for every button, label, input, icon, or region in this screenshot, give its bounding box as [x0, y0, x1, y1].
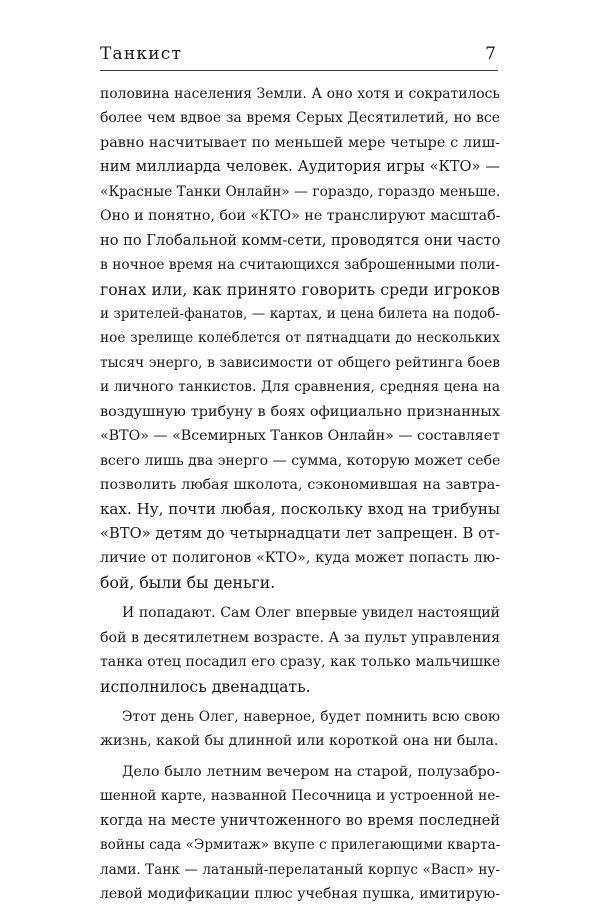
text-line: бой, были бы деньги. — [100, 572, 276, 592]
text-line: «Красные Танки Онлайн» — гораздо, гораздо меньше. — [100, 183, 500, 200]
body-text — [100, 82, 500, 906]
running-header — [100, 44, 498, 71]
text-line: позволить любая школота, сэкономившая на завтра- — [100, 477, 500, 493]
text-line: всего лишь два энерго — сумма, которую может себе — [100, 452, 500, 469]
text-line: но по Глобальной комм-сети, проводятся они часто — [100, 231, 500, 249]
text-line: танка отец посадил его сразу, как только мальчишке — [100, 654, 500, 671]
text-line: жизнь, какой бы длинной или короткой она ни была. — [100, 733, 499, 750]
text-line: «ВТО» — «Всемирных Танков Онлайн» — составляет — [100, 428, 500, 445]
paragraph — [100, 705, 500, 754]
text-line: гонах или, как принято говорить среди игроков — [100, 279, 500, 299]
text-line: ках. Ну, почти любая, поскольку вход на трибуны — [100, 500, 500, 519]
running-title: Танкист — [100, 44, 183, 64]
text-line: воздушную трибуну в боях официально признанных — [100, 403, 500, 420]
text-line: тысяч энерго, в зависимости от общего рейтинга боев — [100, 354, 500, 371]
text-line: и личного танкистов. Для сравнения, средняя цена на — [100, 379, 500, 396]
text-line: Оно и понятно, бои «КТО» не транслируют масштаб- — [100, 208, 500, 225]
text-line: когда на месте уничтоженного во время последней — [100, 812, 500, 829]
text-line: «ВТО» детям до четырнадцати лет запрещен. В от- — [100, 524, 500, 542]
text-line: ное зрелище колеблется от пятнадцати до нескольких — [100, 330, 500, 347]
text-line: в ночное время на считающихся заброшенными поли- — [100, 257, 500, 274]
text-line: лами. Танк — латаный-перелатаный корпус «Васп» ну- — [100, 861, 500, 878]
text-line: Дело было летним вечером на старой, полузабро- — [122, 763, 500, 780]
page-number: 7 — [485, 44, 496, 64]
text-line: И попадают. Сам Олег впервые увидел настоящий — [122, 605, 500, 622]
text-line: левой модификации плюс учебная пушка, имитирую- — [100, 886, 500, 902]
paragraph — [100, 601, 500, 699]
paragraph — [100, 82, 500, 595]
text-line: исполнилось двенадцать. — [100, 676, 311, 696]
text-line: равно насчитывает по меньшей мере четыре с лиш- — [100, 134, 500, 151]
text-line: личие от полигонов «КТО», куда может попасть лю- — [100, 550, 500, 567]
text-line: Этот день Олег, наверное, будет помнить всю свою — [122, 708, 500, 725]
text-line: бой в десятилетнем возрасте. А за пульт управления — [100, 629, 500, 646]
text-line: шенной карте, названной Песочница и устроенной не- — [100, 788, 500, 805]
text-line: половина населения Земли. А оно хотя и сократилось — [100, 86, 500, 102]
text-line: ним миллиарда человек. Аудитория игры «КТО» — — [100, 158, 500, 176]
paragraph — [100, 760, 500, 906]
text-line: более чем вдвое за время Серых Десятилетий, но все — [100, 110, 500, 127]
text-line: войны сада «Эрмитаж» вкупе с прилегающими кварта- — [100, 837, 500, 854]
text-line: и зрителей-фанатов, — картах, и цена билета на подоб- — [100, 305, 500, 322]
